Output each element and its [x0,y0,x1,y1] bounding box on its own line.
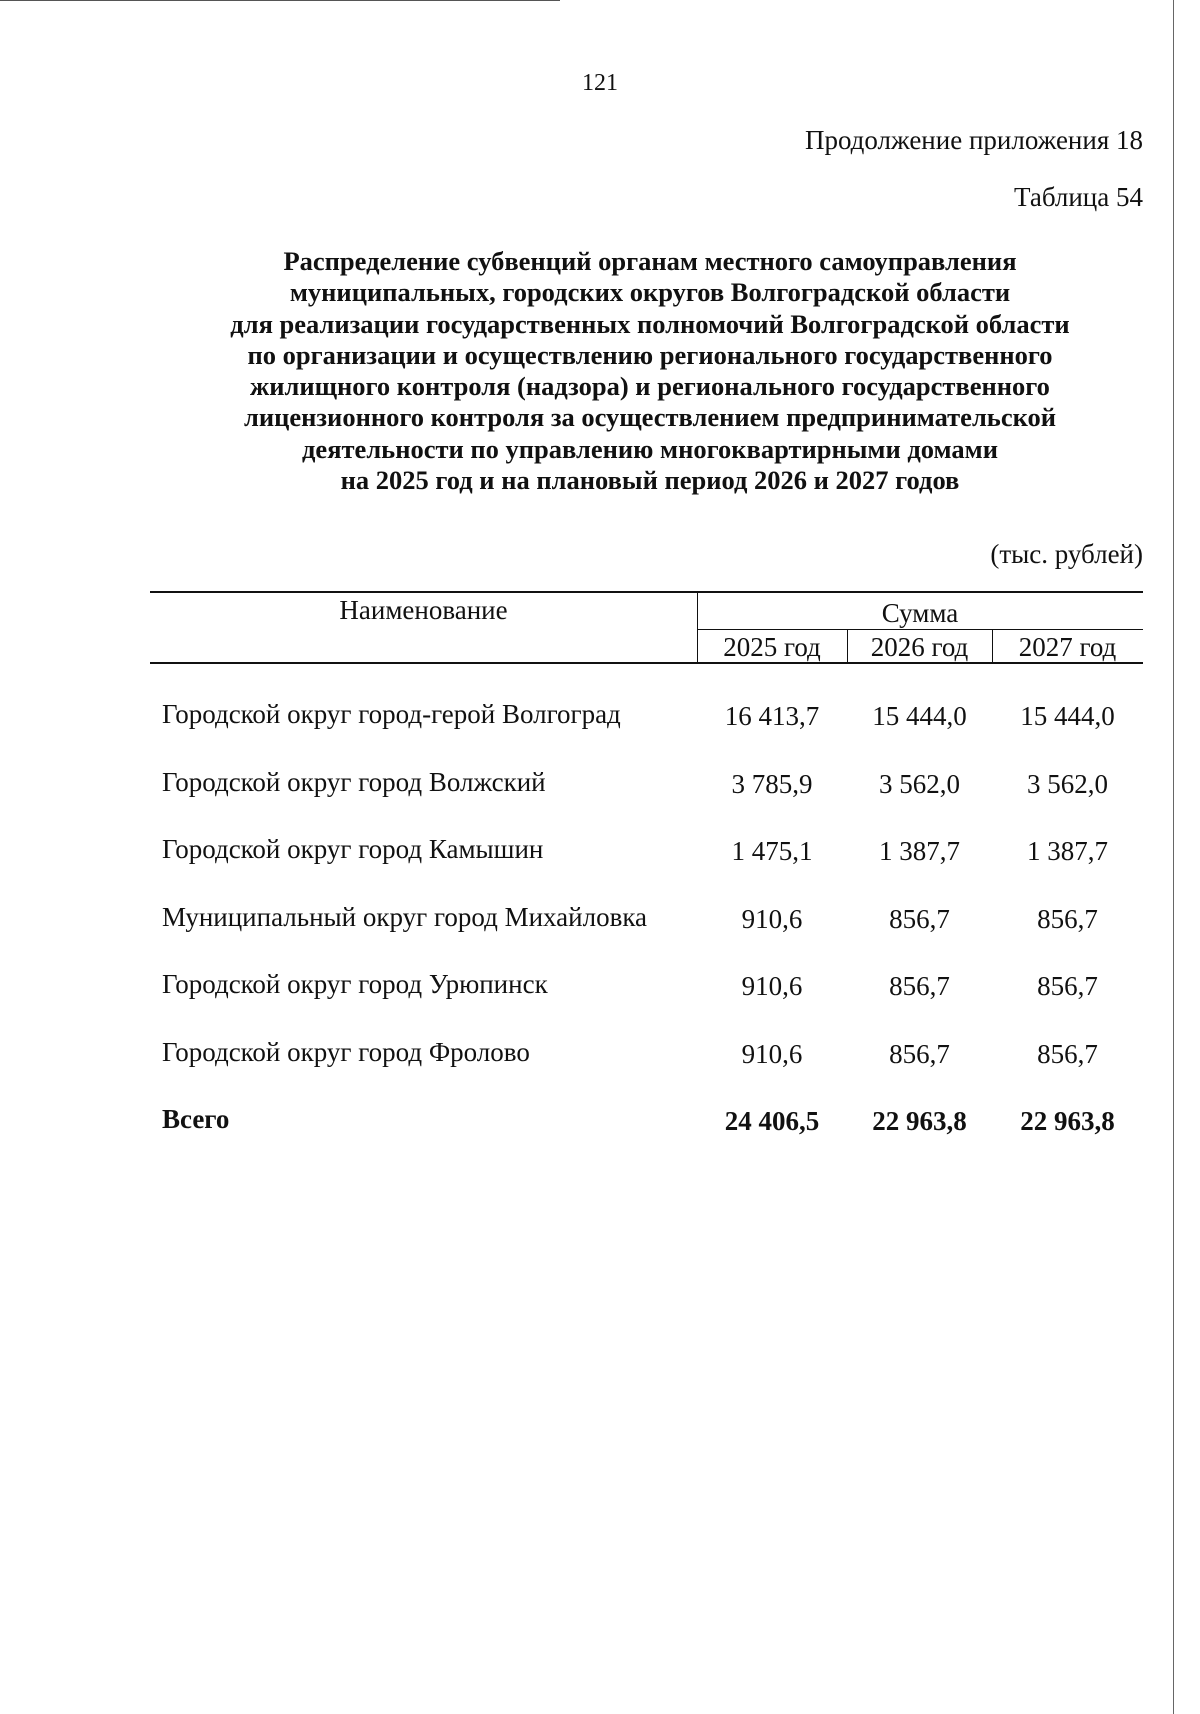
column-header-year-2025: 2025 год [723,632,821,662]
table-row [150,755,1143,823]
row-name: Городской округ город Фролово [162,1036,530,1067]
value-2025: 3 785,9 [731,768,813,799]
row-name: Городской округ город Урюпинск [162,969,548,999]
title-line: лицензионного контроля за осуществлением предпринимательской [243,402,1057,433]
scan-edge-right [1173,0,1174,1714]
value-2025: 1 475,1 [731,836,813,866]
column-header-year-2027: 2027 год [1018,632,1117,662]
title-line: жилищного контроля (надзора) и регионального государственного [250,371,1050,402]
value-2026: 856,7 [889,1038,950,1069]
value-2025: 910,6 [741,903,803,934]
row-name: Городской округ город Камышин [162,834,544,864]
table-subheader-rule [697,629,1143,630]
table-top-rule [150,591,1143,593]
document-title [150,246,1150,496]
value-2027: 856,7 [1037,971,1098,1001]
row-name: Муниципальный округ город Михайловка [162,901,648,932]
value-2027: 3 562,0 [1027,768,1108,799]
table-row [150,1025,1143,1093]
value-2026: 856,7 [889,903,950,934]
title-line: деятельности по управлению многоквартирными домами [302,433,998,464]
value-2027: 1 387,7 [1027,836,1108,866]
value-2027: 15 444,0 [1020,701,1115,731]
total-2025: 24 406,5 [724,1106,820,1136]
table-row [150,890,1143,958]
total-2026: 22 963,8 [872,1106,967,1136]
unit-note: (тыс. рублей) [990,539,1143,569]
title-line: муниципальных, городских округов Волгоградской области [289,277,1011,308]
value-2027: 856,7 [1037,903,1098,934]
table-row [150,822,1143,890]
table-row [150,687,1143,755]
column-header-name: Наименование [339,595,508,625]
value-2027: 856,7 [1037,1038,1098,1069]
total-2027: 22 963,8 [1020,1106,1115,1136]
value-2025: 16 413,7 [724,701,820,731]
title-line: по организации и осуществлению регионального государственного [247,339,1053,370]
value-2026: 15 444,0 [872,701,967,731]
value-2025: 910,6 [741,1038,803,1069]
column-header-year-2026: 2026 год [870,632,969,662]
title-line: для реализации государственных полномочий Волгоградской области [230,308,1070,339]
data-table [150,687,1143,1160]
table-total-row [150,1092,1143,1160]
value-2026: 856,7 [889,971,950,1001]
value-2026: 3 562,0 [879,768,960,799]
title-line: Распределение субвенций органам местного самоуправления [283,246,1017,276]
value-2026: 1 387,7 [879,836,960,866]
page-number: 121 [582,70,618,96]
total-label: Всего [162,1104,230,1134]
appendix-note: Продолжение приложения 18 [804,125,1143,155]
table-number: Таблица 54 [1014,182,1143,212]
row-name: Городской округ город-герой Волгоград [162,699,621,729]
title-line: на 2025 год и на плановый период 2026 и 2027 годов [340,465,960,496]
value-2025: 910,6 [741,971,803,1001]
table-row [150,957,1143,1025]
row-name: Городской округ город Волжский [162,766,546,797]
scan-edge-top [0,0,560,1]
column-header-sum: Сумма [881,598,959,628]
